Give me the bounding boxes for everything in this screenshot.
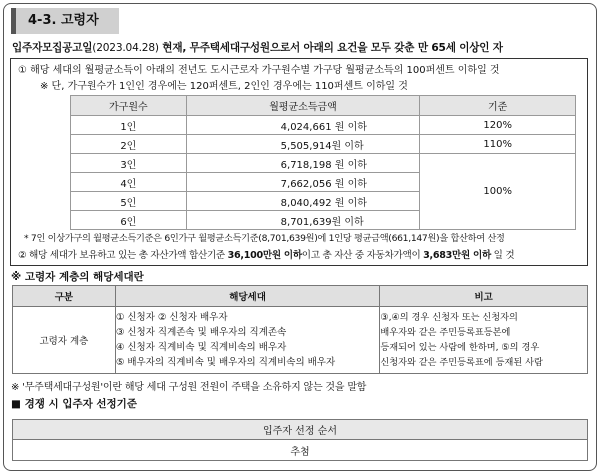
income-members: 6인 xyxy=(71,211,187,230)
income-amount: 5,505,914원 이하 xyxy=(186,135,420,154)
list-item: ⑤ 배우자의 직계비속 및 배우자의 직계비속의 배우자 xyxy=(115,357,336,368)
item2-bold-1: 36,100만원 이하 xyxy=(227,250,302,261)
income-members: 2인 xyxy=(71,135,187,154)
list-item: ③ 신청자 직계존속 및 배우자의 직계존속 xyxy=(115,327,287,338)
household-header xyxy=(13,286,588,307)
intro-line xyxy=(12,40,503,55)
household-note: ※ '무주택세대구성원'이란 해당 세대 구성원 전원이 주택을 소유하지 않는 것을 말함 xyxy=(11,382,367,393)
table-row xyxy=(13,307,588,374)
selection-heading: ■ 경쟁 시 입주자 선정기준 xyxy=(11,398,137,410)
intro-lead: 입주자모집공고일 xyxy=(12,42,93,54)
selection-header xyxy=(13,420,588,440)
intro-rest: 현재, 무주택세대구성원으로서 아래의 요건을 모두 갖춘 만 65세 이상인 자 xyxy=(158,42,503,54)
table-row xyxy=(13,440,588,461)
criteria-item-1: ① 해당 세대의 월평균소득이 아래의 전년도 도시근로자 가구원수별 가구당 월평균소득의 100퍼센트 이하일 것 xyxy=(18,65,500,76)
list-item: ④ 신청자 직계비속 및 직계비속의 배우자 xyxy=(115,342,287,353)
item2-mid: 이고 총 자산 중 자동차가액이 xyxy=(301,250,424,261)
income-amount: 4,024,661 원 이하 xyxy=(186,116,420,135)
income-members: 4인 xyxy=(71,173,187,192)
section-title: 4-3. 고령자 xyxy=(11,8,119,34)
table-row xyxy=(71,154,576,173)
income-amount: 7,662,056 원 이하 xyxy=(186,173,420,192)
income-criterion-merged: 100% xyxy=(420,154,576,230)
list-item: ③,④의 경우 신청자 또는 신청자의 xyxy=(380,312,518,323)
household-category: 고령자 계층 xyxy=(13,307,116,374)
criteria-note-1: ※ 단, 가구원수가 1인인 경우에는 120퍼센트, 2인인 경우에는 110퍼센트 이하일 것 xyxy=(40,81,408,92)
income-members: 3인 xyxy=(71,154,187,173)
table-row xyxy=(71,135,576,154)
household-table xyxy=(12,285,588,374)
household-header-remarks: 비고 xyxy=(380,286,588,307)
income-members: 5인 xyxy=(71,192,187,211)
income-amount: 6,718,198 원 이하 xyxy=(186,154,420,173)
item2-bold-2: 3,683만원 이하 xyxy=(423,250,491,261)
list-item: ① 신청자 ② 신청자 배우자 xyxy=(115,312,228,323)
table-row xyxy=(71,116,576,135)
household-heading: ※ 고령자 계층의 해당세대란 xyxy=(11,271,144,283)
income-table xyxy=(70,95,576,230)
selection-table xyxy=(12,419,588,461)
selection-header-cell: 입주자 선정 순서 xyxy=(13,420,588,440)
household-remarks xyxy=(380,307,588,374)
selection-value: 추첨 xyxy=(13,440,588,461)
income-amount: 8,040,492 원 이하 xyxy=(186,192,420,211)
intro-date: (2023.04.28) xyxy=(92,42,159,54)
income-members: 1인 xyxy=(71,116,187,135)
list-item: 신청자와 같은 주민등록표에 등재된 사람 xyxy=(380,357,543,368)
income-header-members: 가구원수 xyxy=(71,96,187,116)
item2-pre: ② 해당 세대가 보유하고 있는 총 자산가액 합산기준 xyxy=(18,250,228,261)
list-item: 등재되어 있는 사람에 한하며, ⑤의 경우 xyxy=(380,342,540,353)
income-criterion: 110% xyxy=(420,135,576,154)
income-criterion: 120% xyxy=(420,116,576,135)
income-footnote: * 7인 이상가구의 월평균소득기준은 6인가구 월평균소득기준(8,701,639원)에 1인당 평균금액(661,147원)을 합산하여 산정 xyxy=(24,233,505,244)
income-table-header xyxy=(71,96,576,116)
household-header-members: 해당세대 xyxy=(115,286,380,307)
income-header-criterion: 기준 xyxy=(420,96,576,116)
list-item: 배우자와 같은 주민등록표등본에 xyxy=(380,327,511,338)
item2-post: 일 것 xyxy=(490,250,515,261)
household-header-category: 구분 xyxy=(13,286,116,307)
household-members xyxy=(115,307,380,374)
criteria-item-2 xyxy=(18,247,514,261)
income-amount: 8,701,639원 이하 xyxy=(186,211,420,230)
income-header-amount: 월평균소득금액 xyxy=(186,96,420,116)
